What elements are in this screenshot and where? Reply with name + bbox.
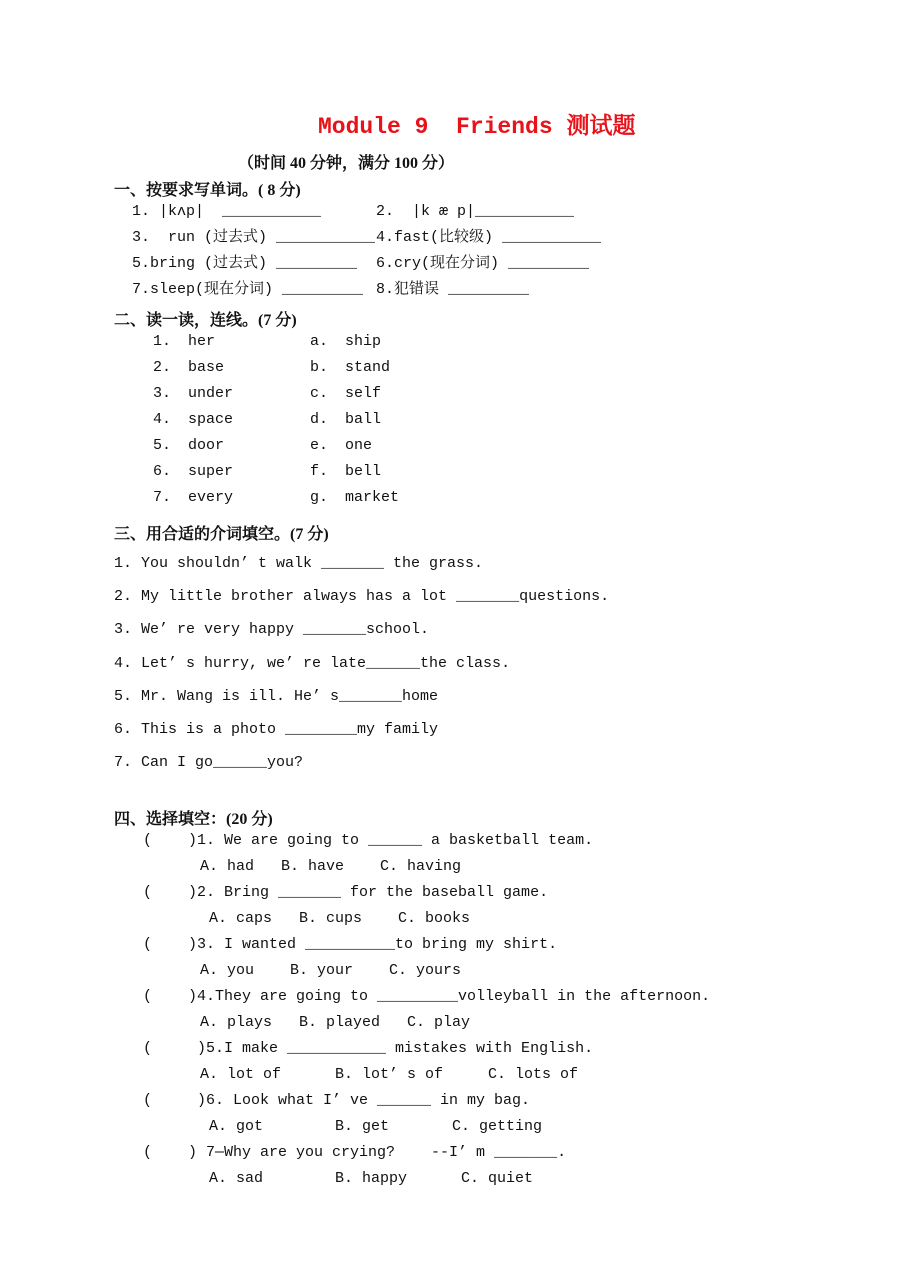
- match-word-right: self: [345, 385, 382, 402]
- fill-in-item: 3. We’ re very happy _______school.: [114, 621, 430, 638]
- choice-options: A. lot of B. lot’ s of C. lots of: [200, 1066, 579, 1083]
- match-word-left: super: [188, 463, 234, 480]
- fill-in-item: 7. Can I go______you?: [114, 754, 304, 771]
- choice-options: A. got B. get C. getting: [200, 1118, 543, 1135]
- word-task-item: 1. |kʌp| ___________: [132, 203, 322, 220]
- word-task-item: 5.bring (过去式) _________: [132, 255, 358, 272]
- word-task-item: 3. run (过去式) ___________: [132, 229, 376, 246]
- match-number: 6.: [153, 463, 172, 480]
- match-letter: a.: [310, 333, 329, 350]
- match-letter: g.: [310, 489, 329, 506]
- choice-options: A. caps B. cups C. books: [200, 910, 471, 927]
- match-number: 4.: [153, 411, 172, 428]
- match-letter: e.: [310, 437, 329, 454]
- choice-question: ( )3. I wanted __________to bring my shirt.: [143, 936, 558, 953]
- word-task-item: 2. |k æ p|___________: [376, 203, 575, 220]
- choice-options: A. you B. your C. yours: [200, 962, 462, 979]
- match-word-left: every: [188, 489, 234, 506]
- choice-question: ( )1. We are going to ______ a basketball team.: [143, 832, 594, 849]
- fill-in-item: 4. Let’ s hurry, we’ re late______the class.: [114, 655, 511, 672]
- fill-in-item: 1. You shouldn’ t walk _______ the grass.: [114, 555, 484, 572]
- choice-options: A. sad B. happy C. quiet: [200, 1170, 534, 1187]
- word-task-item: 6.cry(现在分词) _________: [376, 255, 590, 272]
- section2-heading: 二、读一读，连线。(7 分): [114, 312, 297, 329]
- match-word-right: bell: [345, 463, 382, 480]
- page-title: Module 9 Friends 测试题: [318, 114, 636, 140]
- fill-in-item: 6. This is a photo ________my family: [114, 721, 439, 738]
- match-word-right: ship: [345, 333, 382, 350]
- match-word-right: ball: [345, 411, 382, 428]
- match-letter: b.: [310, 359, 329, 376]
- match-word-left: space: [188, 411, 234, 428]
- choice-options: A. had B. have C. having: [200, 858, 462, 875]
- word-task-item: 8.犯错误 _________: [376, 281, 530, 298]
- match-word-left: her: [188, 333, 216, 350]
- word-task-item: 7.sleep(现在分词) _________: [132, 281, 364, 298]
- match-number: 5.: [153, 437, 172, 454]
- choice-question: ( ) 7—Why are you crying? --I’ m _______.: [143, 1144, 567, 1161]
- match-number: 3.: [153, 385, 172, 402]
- match-word-left: under: [188, 385, 234, 402]
- match-word-right: market: [345, 489, 400, 506]
- choice-options: A. plays B. played C. play: [200, 1014, 471, 1031]
- choice-question: ( )5.I make ___________ mistakes with English.: [143, 1040, 594, 1057]
- word-task-item: 4.fast(比较级) ___________: [376, 229, 602, 246]
- fill-in-item: 5. Mr. Wang is ill. He’ s_______home: [114, 688, 439, 705]
- fill-in-item: 2. My little brother always has a lot _______questions.: [114, 588, 610, 605]
- match-letter: d.: [310, 411, 329, 428]
- match-word-right: one: [345, 437, 373, 454]
- match-number: 2.: [153, 359, 172, 376]
- choice-question: ( )4.They are going to _________volleyball in the afternoon.: [143, 988, 711, 1005]
- choice-question: ( )2. Bring _______ for the baseball game.: [143, 884, 549, 901]
- match-number: 1.: [153, 333, 172, 350]
- match-letter: c.: [310, 385, 329, 402]
- match-letter: f.: [310, 463, 329, 480]
- section3-heading: 三、用合适的介词填空。(7 分): [114, 526, 329, 543]
- match-word-left: base: [188, 359, 225, 376]
- match-word-right: stand: [345, 359, 391, 376]
- match-number: 7.: [153, 489, 172, 506]
- choice-question: ( )6. Look what I’ ve ______ in my bag.: [143, 1092, 531, 1109]
- section4-heading: 四、选择填空：(20 分): [114, 811, 273, 828]
- match-word-left: door: [188, 437, 225, 454]
- exam-info: （时间 40 分钟，满分 100 分）: [238, 155, 455, 172]
- section1-heading: 一、按要求写单词。( 8 分): [114, 182, 301, 199]
